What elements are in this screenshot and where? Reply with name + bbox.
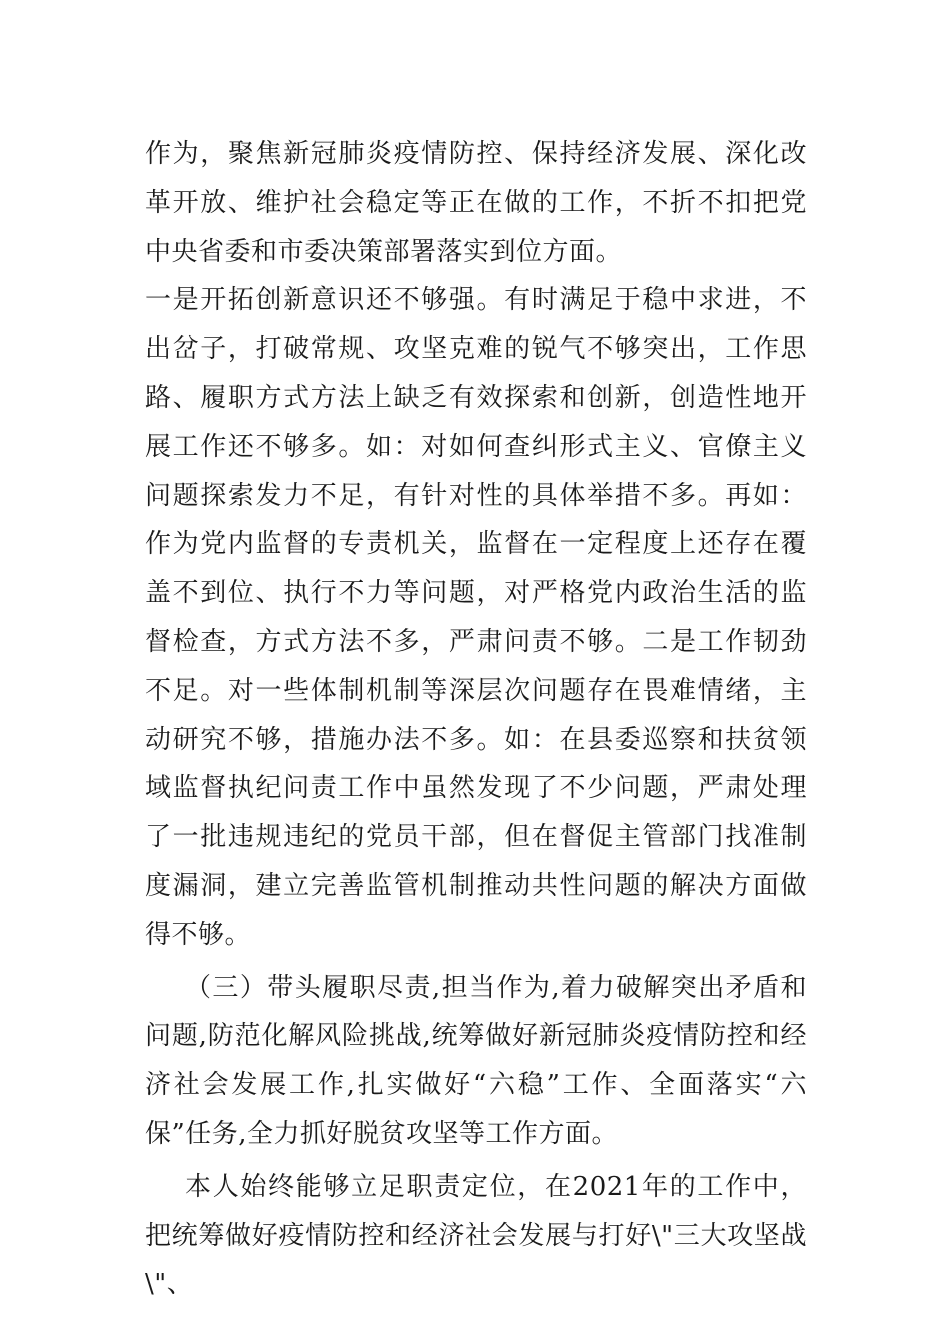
document-body <box>145 130 807 1309</box>
paragraph-section-heading: （三）带头履职尽责,担当作为,着力破解突出矛盾和问题,防范化解风险挑战,统筹做好新冠肺炎疫情防控和经济社会发展工作,扎实做好“六稳”工作、全面落实“六保”任务,全力抓好脱贫攻坚等工作方面。 <box>145 972 807 1149</box>
paragraph-issues: 一是开拓创新意识还不够强。有时满足于稳中求进，不出岔子，打破常规、攻坚克难的锐气不够突出，工作思路、履职方式方法上缺乏有效探索和创新，创造性地开展工作还不够多。如：对如何查纠形式主义、官僚主义问题探索发力不足，有针对性的具体举措不多。再如：作为党内监督的专责机关，监督在一定程度上还存在覆盖不到位、执行不力等问题，对严格党内政治生活的监督检查，方式方法不多，严肃问责不够。二是工作韧劲不足。对一些体制机制等深层次问题存在畏难情绪，主动研究不够，措施办法不多。如：在县委巡察和扶贫领域监督执纪问责工作中虽然发现了不少问题，严肃处理了一批违规违纪的党员干部，但在督促主管部门找准制度漏洞，建立完善监管机制推动共性问题的解决方面做得不够。 <box>145 285 807 950</box>
paragraph-statement: 本人始终能够立足职责定位，在2021年的工作中，把统筹做好疫情防控和经济社会发展与打好\"三大攻坚战\"、 <box>145 1171 807 1300</box>
paragraph-continuation: 作为，聚焦新冠肺炎疫情防控、保持经济发展、深化改革开放、维护社会稳定等正在做的工作，不折不扣把党中央省委和市委决策部署落实到位方面。 <box>145 139 807 267</box>
